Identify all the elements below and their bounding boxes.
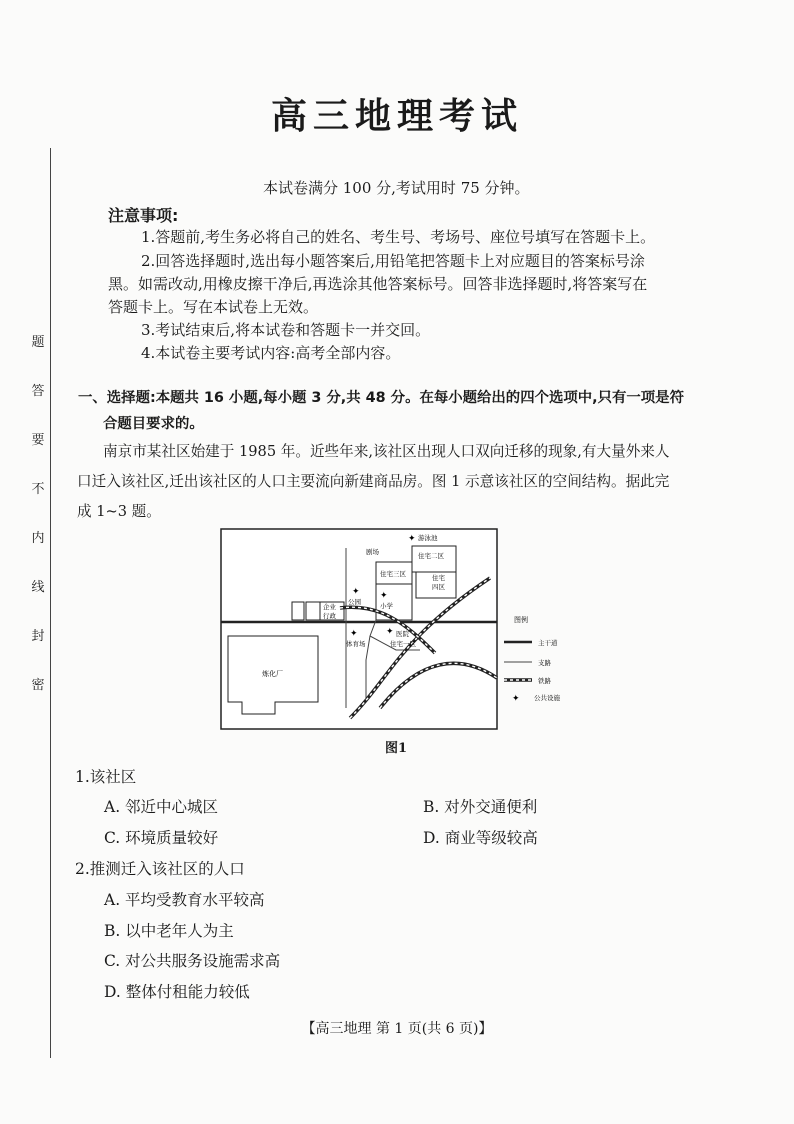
question-stem: 1.该社区 (75, 768, 137, 786)
seal-char: 要 (31, 433, 45, 448)
section-heading: 一、选择题:本题共 16 小题,每小题 3 分,共 48 分。在每小题给出的四个选项中,只有一项是符 (78, 390, 684, 406)
notice-line: 黑。如需改动,用橡皮擦干净后,再选涂其他答案标号。回答非选择题时,将答案写在 (108, 275, 648, 293)
seal-char: 内 (31, 531, 45, 546)
notice-line: 4.本试卷主要考试内容:高考全部内容。 (141, 344, 401, 362)
page-footer: 【高三地理 第 1 页(共 6 页)】 (301, 1021, 493, 1037)
passage-line: 成 1~3 题。 (77, 503, 161, 520)
notice-line: 2.回答选择题时,选出每小题答案后,用铅笔把答题卡上对应题目的答案标号涂 (141, 252, 645, 270)
res4-label: 四区 (432, 583, 445, 591)
facility-icon: ✦ (352, 587, 360, 597)
res1-label: 住宅一区 (390, 640, 416, 648)
option: B. 以中老年人为主 (104, 922, 234, 940)
option: A. 平均受教育水平较高 (104, 891, 265, 909)
option: C. 对公共服务设施需求高 (104, 952, 281, 970)
figure-caption: 图1 (385, 741, 408, 756)
seal-char: 线 (31, 580, 45, 595)
binding-line (50, 148, 51, 1058)
option: A. 邻近中心城区 (104, 798, 219, 816)
facility-icon: ✦ (350, 629, 358, 639)
seal-char: 封 (31, 629, 45, 644)
school-label: 小学 (380, 602, 393, 610)
legend-rail: 铁路 (538, 677, 551, 685)
seal-char: 不 (31, 482, 45, 497)
legend-trunk: 主干道 (538, 639, 558, 647)
page-title: 高三地理考试 (270, 96, 523, 137)
option: C. 环境质量较好 (104, 829, 219, 847)
seal-char: 密 (31, 678, 45, 693)
notice-line: 答题卡上。写在本试卷上无效。 (108, 298, 319, 316)
option: D. 整体付租能力较低 (104, 983, 250, 1001)
seal-line-text (30, 335, 46, 727)
facility-icon: ✦ (386, 627, 394, 637)
notice-line: 1.答题前,考生务必将自己的姓名、考生号、考场号、座位号填写在答题卡上。 (141, 228, 656, 246)
passage-line: 南京市某社区始建于 1985 年。近些年来,该社区出现人口双向迁移的现象,有大量外来人 (103, 443, 670, 460)
passage-line: 口迁入该社区,迁出该社区的人口主要流向新建商品房。图 1 示意该社区的空间结构。据此完 (77, 473, 670, 490)
pool-label: 游泳池 (418, 534, 438, 542)
community-map (220, 528, 578, 734)
admin-label: 企业 (323, 603, 336, 611)
section-heading-cont: 合题目要求的。 (103, 416, 204, 432)
gym-label: 体育场 (346, 640, 366, 648)
exam-intro: 本试卷满分 100 分,考试用时 75 分钟。 (263, 179, 530, 197)
res4-label: 住宅 (432, 574, 445, 582)
hospital-label: 医院 (396, 630, 409, 638)
legend-facility: 公共设施 (534, 694, 560, 702)
park-label: 公园 (348, 598, 361, 606)
facility-icon: ✦ (512, 694, 520, 704)
legend-title: 图例 (514, 616, 528, 624)
option: D. 商业等级较高 (423, 829, 538, 847)
option: B. 对外交通便利 (423, 798, 538, 816)
seal-char: 题 (31, 335, 45, 350)
question-stem: 2.推测迁入该社区的人口 (75, 860, 245, 878)
legend-branch: 支路 (538, 659, 551, 667)
facility-icon: ✦ (408, 534, 416, 544)
theater-label: 剧场 (366, 548, 379, 556)
notice-line: 3.考试结束后,将本试卷和答题卡一并交回。 (141, 321, 431, 339)
facility-icon: ✦ (380, 591, 388, 601)
res3-label: 住宅三区 (380, 570, 406, 578)
admin-label: 行政 (323, 612, 336, 620)
seal-char: 答 (31, 384, 45, 399)
refinery-label: 炼化厂 (262, 670, 283, 678)
res2-label: 住宅二区 (418, 552, 444, 560)
notice-heading: 注意事项: (108, 206, 179, 225)
